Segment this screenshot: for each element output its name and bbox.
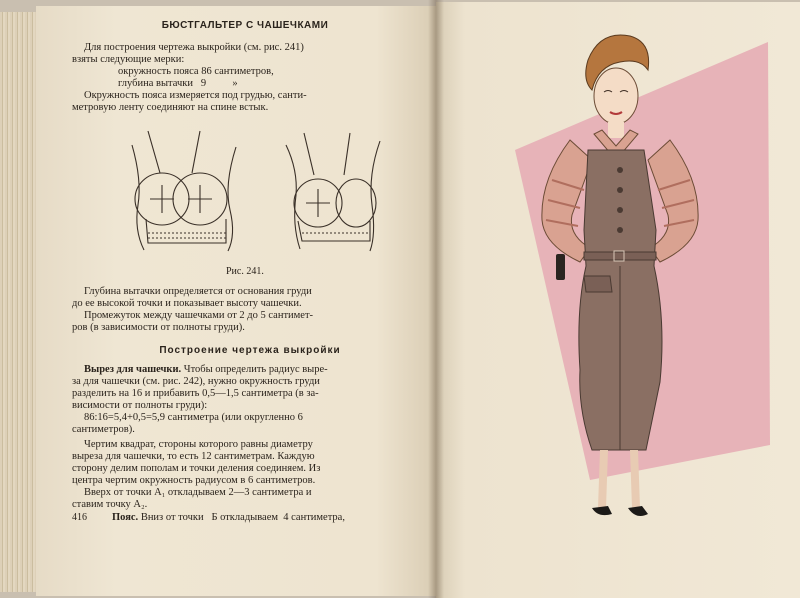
intro-line-2: взяты следующие мерки: (72, 54, 185, 65)
measure-2: глубина вытачки 9 » (118, 78, 238, 89)
para3-line-5: 86:16=5,4+0,5=5,9 сантиметра (или округленно 6 (84, 412, 303, 423)
bra-figure-sketches (118, 125, 398, 260)
page-edges (0, 12, 40, 592)
para4-line-4: центра чертим окружность радиусом в 6 сантиметров. (72, 475, 316, 486)
book-gutter (428, 0, 444, 598)
para4-line-6: ставим точку А₂. (72, 499, 148, 510)
intro-line-5: Окружность пояса измеряется под грудью, санти- (84, 90, 307, 101)
para4-line-3: сторону делим пополам и точки деления соединяем. Из (72, 463, 321, 474)
page-number: 416 (72, 512, 87, 523)
para5-line (100, 512, 400, 525)
section-title: Построение чертежа выкройки (159, 345, 341, 356)
para3-line-1 (72, 364, 400, 377)
para3-line-4: висимости от полноты груди): (72, 400, 208, 411)
para2-line-4: ров (в зависимости от полноты груди). (72, 322, 245, 333)
dress-belt (584, 252, 656, 260)
para3-line-3: разделить на 16 и прибавить 0,5—1,5 сантиметра (в за- (72, 388, 319, 399)
intro-line-6: метровую ленту соединяют на спине встык. (72, 102, 269, 113)
measure-1: окружность пояса 86 сантиметров, (118, 66, 274, 77)
para5-lead: Пояс. (112, 512, 139, 523)
para3-text-1: Чтобы определить радиус выре- (183, 364, 328, 375)
figure-caption: Рис. 241. (226, 266, 264, 277)
para2-line-3: Промежуток между чашечками от 2 до 5 сантимет- (84, 310, 314, 321)
para4-line-1: Чертим квадрат, стороны которого равны диаметру (84, 439, 313, 450)
para3-line-6: сантиметров). (72, 424, 135, 435)
para4-line-5: Вверх от точки А₁ откладываем 2—3 сантиметра и (84, 487, 312, 498)
bra-front-sketch (132, 131, 236, 251)
dress-pocket (584, 276, 612, 292)
page-heading: БЮСТГАЛЬТЕР С ЧАШЕЧКАМИ (161, 20, 329, 31)
bra-back-sketch (286, 133, 380, 251)
para4-line-2: выреза для чашечки, то есть 12 сантиметрам. Каждую (72, 451, 315, 462)
intro-line-1: Для построения чертежа выкройки (см. рис. 241) (84, 42, 304, 53)
fashion-illustration (480, 30, 790, 550)
handbag-icon (556, 254, 565, 280)
para3-lead: Вырез для чашечки. (84, 364, 182, 375)
para5-text: Вниз от точки Б откладываем 4 сантиметра, (140, 512, 345, 523)
para2-line-1: Глубина вытачки определяется от основания груди (84, 286, 312, 297)
para2-line-2: до ее высокой точки и показывает высоту чашечки. (72, 298, 302, 309)
para3-line-2: за для чашечки (см. рис. 242), нужно окружность груди (72, 376, 320, 387)
